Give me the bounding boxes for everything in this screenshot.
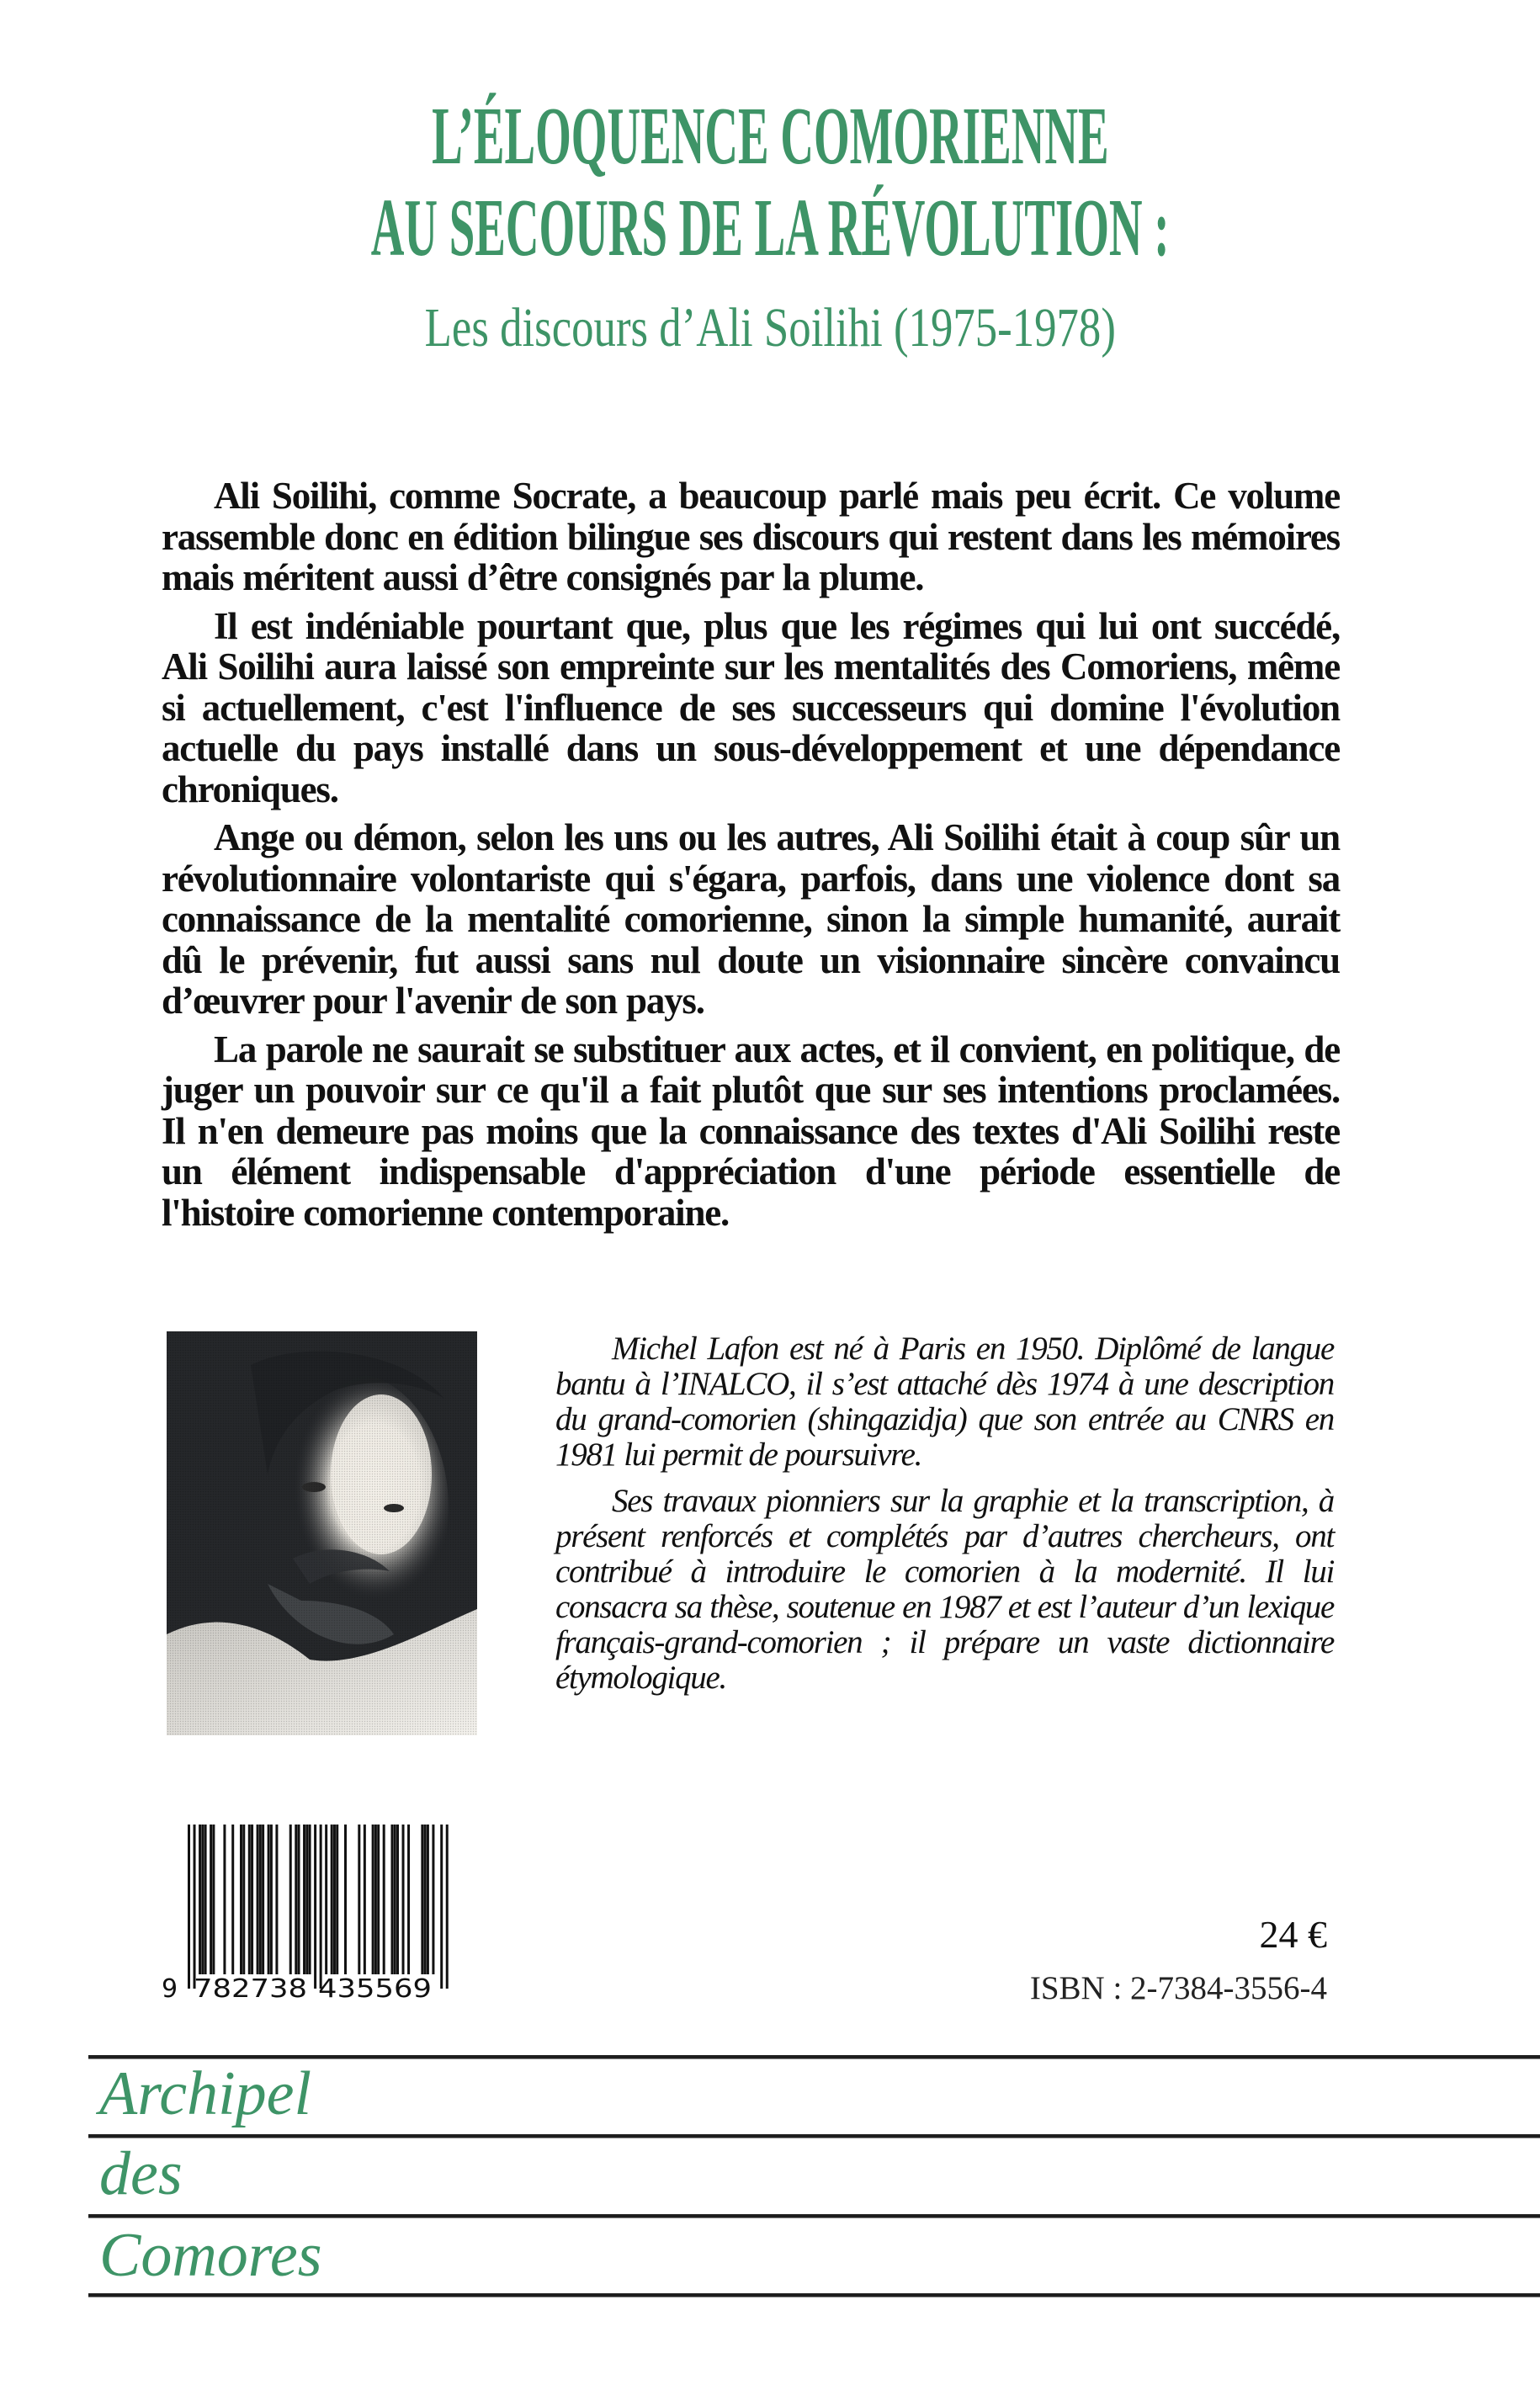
series-name-des: des <box>99 2139 183 2208</box>
barcode-bar <box>295 1825 297 1974</box>
author-bio <box>555 1331 1334 1707</box>
barcode-bar <box>333 1825 336 1974</box>
barcode-bar <box>377 1825 380 1974</box>
barcode-first-digit: 9 <box>162 1974 178 2004</box>
barcode-bar <box>240 1825 242 1974</box>
barcode-right-digits: 435569 <box>318 1974 432 2004</box>
barcode-bar <box>188 1825 190 1989</box>
bio-paragraph: Michel Lafon est né à Paris en 1950. Diplômé de langue bantu à l’INALCO, il s’est attaché dès 1974 à une description du grand-comorien (shingazidja) que son entrée au CNRS en 1981 lui permit de poursuivre. <box>555 1331 1334 1473</box>
barcode-bar <box>305 1825 308 1974</box>
barcode-bar <box>432 1825 434 1974</box>
barcode-bar <box>331 1825 333 1974</box>
barcode-bar <box>364 1825 366 1974</box>
author-photo <box>167 1331 477 1735</box>
barcode-bar <box>383 1825 385 1974</box>
barcode-bar <box>440 1825 443 1989</box>
blurb-paragraph: Il est indéniable pourtant que, plus que les régimes qui lui ont succédé, Ali Soilihi aura laissé son empreinte sur les mentalités des Comoriens, même si actuellement, c'est l'influence de ses successeurs qui domine l'évolution actuelle du pays installé dans un sous-développement et une dépendance chroniques. <box>162 604 1340 810</box>
barcode-bar <box>374 1825 377 1974</box>
barcode-bar <box>298 1825 300 1974</box>
blurb-paragraph: La parole ne saurait se substituer aux actes, et il convient, en politique, de juger un pouvoir sur ce qu'il a fait plutôt que sur ses intentions proclamées. Il n'en demeure pas moins que la connaissance des textes d'Ali Soilihi reste un élément indispensable d'appréciation d'une période essentielle de l'histoire comorienne contemporaine. <box>162 1028 1340 1234</box>
book-subtitle: Les discours d’Ali Soilihi (1975-1978) <box>424 297 1116 359</box>
book-title-line-2: AU SECOURS DE LA RÉVOLUTION : <box>370 183 1170 274</box>
barcode-bar <box>421 1825 423 1974</box>
barcode-bar <box>257 1825 259 1974</box>
series-rule <box>88 2214 1540 2218</box>
barcode-bar <box>320 1825 322 1989</box>
barcode-bar <box>394 1825 396 1974</box>
barcode-bar <box>204 1825 207 1974</box>
barcode-bar <box>314 1825 316 1989</box>
barcode-left-digits: 782738 <box>194 1974 307 2004</box>
price: 24 € <box>1259 1913 1327 1956</box>
barcode-bar <box>407 1825 410 1974</box>
series-rule <box>88 2134 1540 2138</box>
barcode-bar <box>303 1825 305 1974</box>
barcode-bar <box>231 1825 234 1974</box>
back-cover-blurb <box>162 475 1340 1240</box>
barcode-bar <box>199 1825 201 1974</box>
barcode-bar <box>212 1825 215 1974</box>
barcode-bar <box>344 1825 347 1974</box>
barcode-bar <box>372 1825 374 1974</box>
barcode-bar <box>325 1825 327 1974</box>
barcode-bar <box>427 1825 429 1974</box>
barcode-bar <box>194 1825 196 1989</box>
barcode-bar <box>259 1825 262 1974</box>
barcode-bar <box>268 1825 270 1974</box>
isbn-label: ISBN : 2-7384-3556-4 <box>1029 1970 1327 2006</box>
barcode-bar <box>201 1825 204 1974</box>
barcode-bar <box>390 1825 393 1974</box>
barcode-bar <box>336 1825 338 1974</box>
isbn-barcode <box>160 1823 450 2004</box>
barcode-bar <box>251 1825 253 1974</box>
barcode-bar <box>223 1825 226 1974</box>
barcode-bar <box>446 1825 449 1989</box>
barcode-bars <box>188 1825 449 1989</box>
barcode-bar <box>289 1825 292 1974</box>
barcode-bar <box>210 1825 212 1974</box>
barcode-bar <box>242 1825 245 1974</box>
series-name-comores: Comores <box>99 2221 322 2290</box>
blurb-paragraph: Ali Soilihi, comme Socrate, a beaucoup parlé mais peu écrit. Ce volume rassemble donc en édition bilingue ses discours qui restent dans les mémoires mais méritent aussi d’être consignés par la plume. <box>162 475 1340 598</box>
barcode-bar <box>396 1825 399 1974</box>
barcode-bar <box>248 1825 251 1974</box>
barcode-bar <box>424 1825 427 1974</box>
series-rule <box>88 2293 1540 2297</box>
barcode-bar <box>309 1825 311 1974</box>
barcode-bar <box>358 1825 360 1974</box>
series-name-archipel: Archipel <box>99 2059 312 2128</box>
barcode-bar <box>402 1825 405 1974</box>
bio-paragraph: Ses travaux pionniers sur la graphie et la transcription, à présent renforcés et complétés par d’autres chercheurs, ont contribué à introduire le comorien à la modernité. Il lui consacra sa thèse, soutenue en 1987 et est l’auteur d’un lexique français-grand-comorien ; il prépare un vaste dictionnaire étymologique. <box>555 1483 1334 1696</box>
book-title-line-1: L’ÉLOQUENCE COMORIENNE <box>431 91 1109 182</box>
blurb-paragraph: Ange ou démon, selon les uns ou les autres, Ali Soilihi était à coup sûr un révolutionnaire volontariste qui s'égara, parfois, dans une violence dont sa connaissance de la mentalité comorienne, sinon la simple humanité, aurait dû le prévenir, fut aussi sans nul doute un visionnaire sincère convaincu d’œuvrer pour l'avenir de son pays. <box>162 816 1340 1022</box>
barcode-bar <box>275 1825 278 1974</box>
barcode-bar <box>262 1825 264 1974</box>
barcode-bar <box>270 1825 273 1974</box>
